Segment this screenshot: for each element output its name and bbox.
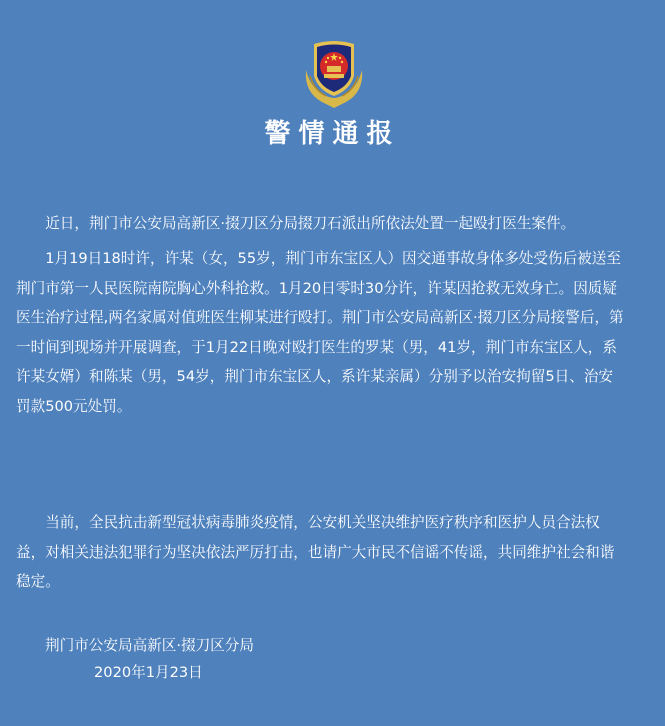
appeal-paragraph [16, 508, 648, 597]
issue-date: 2020年1月23日 [94, 664, 203, 681]
text-line: 益，对相关违法犯罪行为坚决依法严厉打击，也请广大市民不信谣不传谣，共同维护社会和谐 [16, 543, 615, 561]
text-line: 许某女婿）和陈某（男，54岁，荆门市东宝区人，系许某亲属）分别予以治安拘留5日、治安 [16, 368, 614, 385]
text-line: 荆门市第一人民医院南院胸心外科抢救。1月20日零时30分许，许某因抢救无效身亡。因质疑 [16, 279, 617, 297]
text-line: 稳定。 [16, 573, 60, 590]
text-line: 罚款500元处罚。 [16, 397, 132, 415]
intro-paragraph [16, 209, 648, 239]
incident-paragraph [16, 244, 648, 421]
issuer-signature: 荆门市公安局高新区·掇刀区分局 [45, 637, 254, 654]
page-title: 警情通报 [264, 119, 401, 149]
text-line: 医生治疗过程,两名家属对值班医生柳某进行殴打。荆门市公安局高新区·掇刀区分局接警后，第 [16, 309, 624, 326]
text-line: 近日，荆门市公安局高新区·掇刀区分局掇刀石派出所依法处置一起殴打医生案件。 [16, 215, 576, 232]
police-emblem-icon [300, 36, 368, 110]
text-line: 一时间到现场并开展调查，于1月22日晚对殴打医生的罗某（男，41岁，荆门市东宝区人，系 [16, 338, 617, 356]
text-line: 1月19日18时许，许某（女，55岁，荆门市东宝区人）因交通事故身体多处受伤后被送至 [16, 250, 621, 267]
text-line: 当前，全民抗击新型冠状病毒肺炎疫情，公安机关坚决维护医疗秩序和医护人员合法权 [16, 514, 600, 531]
